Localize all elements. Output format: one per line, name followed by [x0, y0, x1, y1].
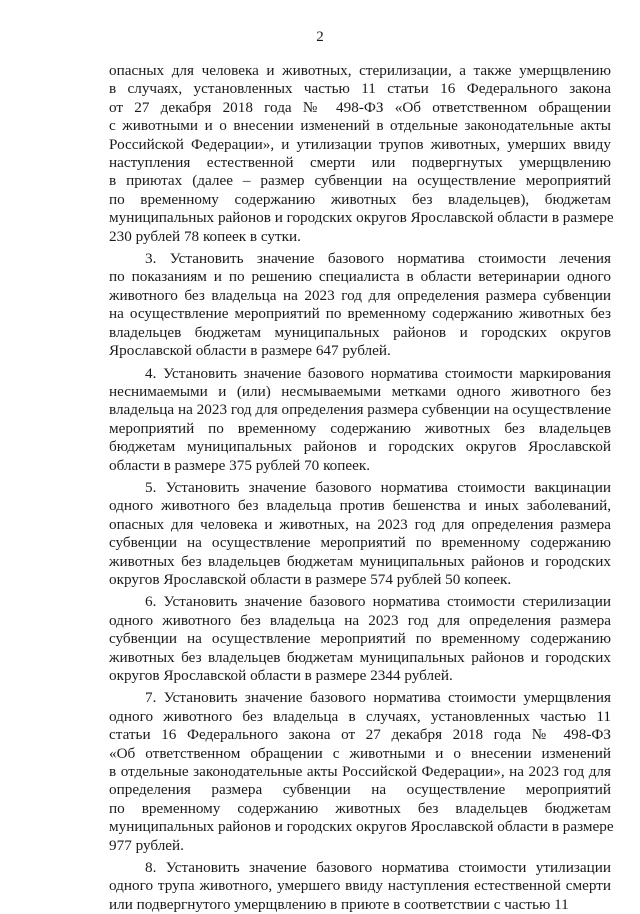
text-line: наступления естественной смерти или подвергнутых умерщвлению: [109, 154, 611, 172]
text-line: 6. Установить значение базового норматива стоимости стерилизации: [145, 593, 611, 611]
text-line: владельца на 2023 год для определения размера субвенции на осуществление: [109, 401, 611, 419]
paragraph-item-3: [109, 250, 611, 360]
document-body: [109, 62, 614, 914]
text-line: мероприятий по временному содержанию животных без владельцев: [109, 419, 611, 437]
text-line: Ярославской области в размере 647 рублей.: [109, 342, 391, 360]
text-line: от 27 декабря 2018 года № 498-ФЗ «Об ответственном обращении: [109, 98, 611, 116]
page-number: 2: [316, 29, 324, 45]
text-line: 7. Установить значение базового норматива стоимости умерщвления: [145, 689, 611, 707]
text-line: муниципальных районов и городских округов Ярославской области в размере: [109, 818, 614, 836]
paragraph-continuation: [109, 62, 614, 246]
text-line: Российской Федерации», и утилизации трупов животных, умерших ввиду: [109, 135, 611, 153]
text-line: одного животного без владельца в случаях, установленных частью 11: [109, 707, 611, 725]
text-line: или подвергнутого умерщвлению в приюте в соответствии с частью 11: [109, 895, 569, 913]
text-line: муниципальных районов и городских округов Ярославской области в размере: [109, 209, 614, 227]
paragraph-item-7: [109, 689, 614, 855]
text-line: одного животного без владельца против бешенства и иных заболеваний,: [109, 497, 611, 515]
text-line: на осуществление мероприятий по временному содержанию животных без: [109, 305, 611, 323]
text-line: животных без владельцев бюджетам муниципальных районов и городских: [109, 648, 611, 666]
text-line: одного животного без владельца на 2023 год для определения размера: [109, 611, 611, 629]
text-line: 977 рублей.: [109, 836, 184, 854]
text-line: в отдельные законодательные акты Российской Федерации», на 2023 год для: [109, 763, 611, 781]
text-line: в приютах (далее – размер субвенции на осуществление мероприятий: [109, 172, 611, 190]
text-line: одного трупа животного, умершего ввиду наступления естественной смерти: [109, 877, 611, 895]
text-line: животного без владельца на 2023 год для определения размера субвенции: [109, 286, 611, 304]
text-line: животных без владельцев бюджетам муниципальных районов и городских: [109, 552, 611, 570]
text-line: 8. Установить значение базового норматива стоимости утилизации: [145, 859, 611, 877]
text-line: определения размера субвенции на осуществление мероприятий: [109, 781, 611, 799]
text-line: «Об ответственном обращении с животными и о внесении изменений: [109, 744, 611, 762]
text-line: по временному содержанию животных без владельцев), бюджетам: [109, 190, 611, 208]
text-line: по показаниям и по решению специалиста в области ветеринарии одного: [109, 268, 611, 286]
text-line: 230 рублей 78 копеек в сутки.: [109, 227, 301, 245]
text-line: 4. Установить значение базового норматива стоимости маркирования: [145, 364, 611, 382]
text-line: округов Ярославской области в размере 574 рублей 50 копеек.: [109, 570, 512, 588]
text-line: бюджетам муниципальных районов и городских округов Ярославской: [109, 438, 611, 456]
text-line: области в размере 375 рублей 70 копеек.: [109, 456, 371, 474]
text-line: статьи 16 Федерального закона от 27 декабря 2018 года № 498-ФЗ: [109, 726, 611, 744]
text-line: владельцев бюджетам муниципальных районов и городских округов: [109, 323, 611, 341]
text-line: опасных для человека и животных, стерилизации, а также умерщвлению: [109, 62, 611, 79]
paragraph-item-8: [109, 859, 611, 914]
text-line: в случаях, установленных частью 11 статьи 16 Федерального закона: [109, 80, 611, 98]
text-line: 5. Установить значение базового норматива стоимости вакцинации: [145, 478, 611, 496]
paragraph-item-6: [109, 593, 611, 685]
text-line: с животными и о внесении изменений в отдельные законодательные акты: [109, 117, 611, 135]
paragraph-item-5: [109, 479, 611, 589]
text-line: 3. Установить значение базового норматива стоимости лечения: [145, 250, 611, 268]
text-line: опасных для человека и животных, на 2023 год для определения размера: [109, 515, 611, 533]
text-line: субвенции на осуществление мероприятий по временному содержанию: [109, 534, 611, 552]
text-line: субвенции на осуществление мероприятий по временному содержанию: [109, 630, 611, 648]
text-line: округов Ярославской области в размере 2344 рублей.: [109, 667, 453, 684]
text-line: по временному содержанию животных без владельцев бюджетам: [109, 799, 611, 817]
paragraph-item-4: [109, 365, 611, 475]
text-line: неснимаемыми и (или) несмываемыми метками одного животного без: [109, 382, 611, 400]
